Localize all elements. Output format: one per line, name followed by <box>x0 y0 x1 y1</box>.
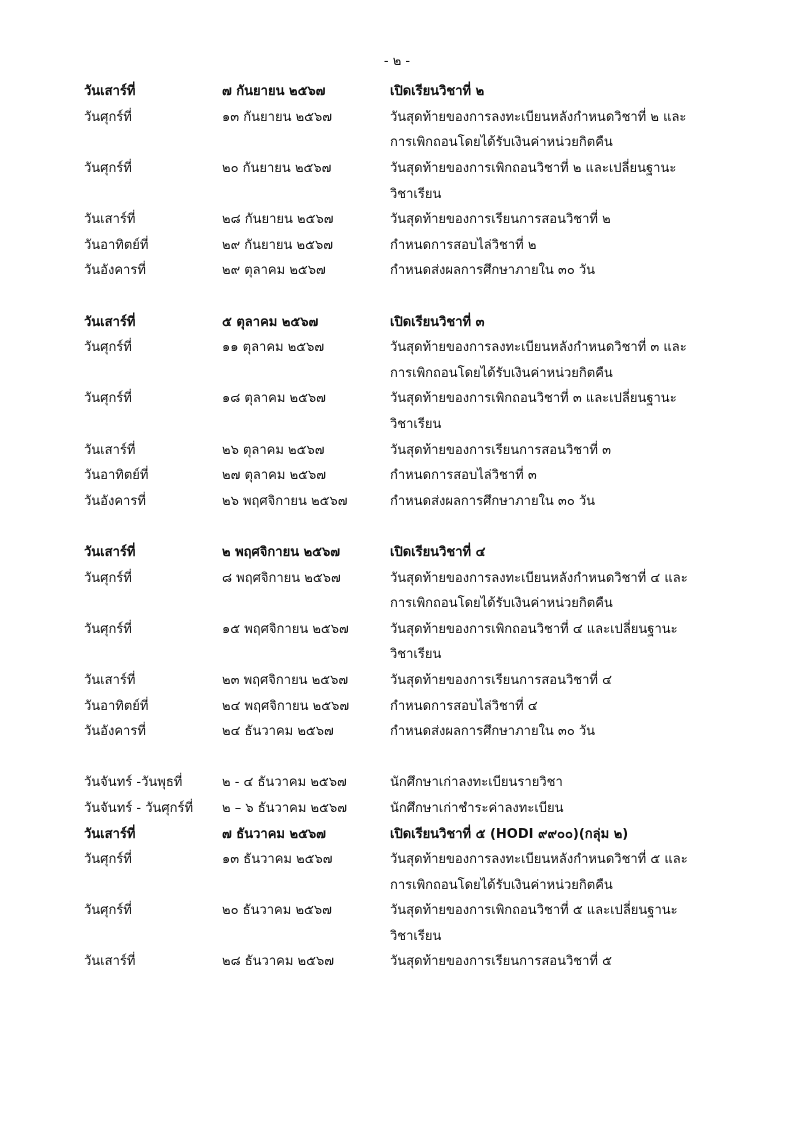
schedule-row <box>84 590 724 616</box>
day-cell: วันเสาร์ที่ <box>84 84 136 100</box>
day-cell: วันเสาร์ที่ <box>84 826 136 842</box>
description-cell: การเพิกถอนโดยได้รับเงินค่าหน่วยกิตคืน <box>390 365 613 381</box>
day-cell: วันอังคารที่ <box>84 263 146 279</box>
day-cell: วันอาทิตย์ที่ <box>84 698 149 714</box>
date-cell: ๒๗ ตุลาคม ๒๕๖๗ <box>222 468 327 484</box>
date-cell: ๒๖ ตุลาคม ๒๕๖๗ <box>222 442 325 458</box>
schedule-row <box>84 206 724 232</box>
date-cell: ๒๔ พฤศจิกายน ๒๕๖๗ <box>222 698 350 714</box>
description-cell: วิชาเรียน <box>390 647 442 663</box>
day-cell: วันเสาร์ที่ <box>84 672 136 688</box>
day-cell: วันอาทิตย์ที่ <box>84 237 149 253</box>
description-cell: วิชาเรียน <box>390 928 442 944</box>
day-cell: วันจันทร์ - วันศุกร์ที่ <box>84 800 194 816</box>
description-cell: การเพิกถอนโดยได้รับเงินค่าหน่วยกิตคืน <box>390 877 613 893</box>
schedule-row <box>84 923 724 949</box>
description-cell: กำหนดการสอบไล่วิชาที่ ๒ <box>390 237 537 253</box>
schedule-row <box>84 155 724 181</box>
description-cell: วิชาเรียน <box>390 186 442 202</box>
day-cell: วันอังคารที่ <box>84 493 146 509</box>
description-cell: วันสุดท้ายของการเพิกถอนวิชาที่ ๓ และเปลี่ยนฐานะ <box>390 391 677 407</box>
schedule-heading-row <box>84 308 724 334</box>
schedule-row <box>84 180 724 206</box>
description-cell: วันสุดท้ายของการเพิกถอนวิชาที่ ๕ และเปลี่ยนฐานะ <box>390 903 678 919</box>
day-cell: วันศุกร์ที่ <box>84 109 132 125</box>
schedule-row <box>84 129 724 155</box>
schedule-row <box>84 692 724 718</box>
date-cell: ๒๘ กันยายน ๒๕๖๗ <box>222 212 334 228</box>
day-cell: วันศุกร์ที่ <box>84 852 132 868</box>
date-cell: ๑๘ ตุลาคม ๒๕๖๗ <box>222 391 326 407</box>
description-cell: เปิดเรียนวิชาที่ ๒ <box>390 84 485 100</box>
date-cell: ๒ - ๔ ธันวาคม ๒๕๖๗ <box>222 775 347 791</box>
schedule-row <box>84 897 724 923</box>
description-cell: วันสุดท้ายของการเรียนการสอนวิชาที่ ๔ <box>390 672 612 688</box>
description-cell: กำหนดการสอบไล่วิชาที่ ๔ <box>390 698 538 714</box>
day-cell: วันอังคารที่ <box>84 724 146 740</box>
date-cell: ๒๘ ธันวาคม ๒๕๖๗ <box>222 954 334 970</box>
description-cell: วันสุดท้ายของการเรียนการสอนวิชาที่ ๒ <box>390 212 611 228</box>
date-cell: ๒๖ พฤศจิกายน ๒๕๖๗ <box>222 493 348 509</box>
description-cell: นักศึกษาเก่าลงทะเบียนรายวิชา <box>390 775 563 791</box>
day-cell: วันเสาร์ที่ <box>84 212 136 228</box>
schedule-row <box>84 488 724 514</box>
date-cell: ๒ – ๖ ธันวาคม ๒๕๖๗ <box>222 800 347 816</box>
schedule-heading-row <box>84 78 724 104</box>
date-cell: ๒๔ ธันวาคม ๒๕๖๗ <box>222 724 334 740</box>
description-cell: วันสุดท้ายของการเพิกถอนวิชาที่ ๒ และเปลี่ยนฐานะ <box>390 161 677 177</box>
description-cell: วันสุดท้ายของการเพิกถอนวิชาที่ ๔ และเปลี่ยนฐานะ <box>390 621 678 637</box>
schedule-row <box>84 615 724 641</box>
schedule-heading-row <box>84 820 724 846</box>
schedule-row <box>84 360 724 386</box>
date-cell: ๒๐ กันยายน ๒๕๖๗ <box>222 161 332 177</box>
date-cell: ๒๐ ธันวาคม ๒๕๖๗ <box>222 903 332 919</box>
schedule-heading-row <box>84 539 724 565</box>
description-cell: วันสุดท้ายของการเรียนการสอนวิชาที่ ๓ <box>390 442 611 458</box>
schedule-row <box>84 334 724 360</box>
schedule-row <box>84 667 724 693</box>
date-cell: ๑๑ ตุลาคม ๒๕๖๗ <box>222 340 325 356</box>
day-cell: วันศุกร์ที่ <box>84 903 132 919</box>
section-gap <box>84 513 724 539</box>
description-cell: วันสุดท้ายของการลงทะเบียนหลังกำหนดวิชาที่ ๓ และ <box>390 340 687 356</box>
description-cell: เปิดเรียนวิชาที่ ๕ (HODI ๙๙๐๐)(กลุ่ม ๒) <box>390 826 629 842</box>
date-cell: ๒๙ กันยายน ๒๕๖๗ <box>222 237 333 253</box>
date-cell: ๒๙ ตุลาคม ๒๕๖๗ <box>222 263 326 279</box>
day-cell: วันเสาร์ที่ <box>84 442 136 458</box>
schedule-row <box>84 846 724 872</box>
day-cell: วันจันทร์ -วันพุธที่ <box>84 775 183 791</box>
description-cell: กำหนดส่งผลการศึกษาภายใน ๓๐ วัน <box>390 263 596 279</box>
page-number: - ๒ - <box>383 54 411 69</box>
schedule-row <box>84 795 724 821</box>
day-cell: วันศุกร์ที่ <box>84 621 132 637</box>
schedule-row <box>84 436 724 462</box>
schedule-row <box>84 564 724 590</box>
date-cell: ๕ ตุลาคม ๒๕๖๗ <box>222 314 319 330</box>
day-cell: วันเสาร์ที่ <box>84 544 136 560</box>
date-cell: ๑๓ ธันวาคม ๒๕๖๗ <box>222 852 333 868</box>
schedule-row <box>84 641 724 667</box>
date-cell: ๒ พฤศจิกายน ๒๕๖๗ <box>222 544 341 560</box>
date-cell: ๒๓ พฤศจิกายน ๒๕๖๗ <box>222 672 349 688</box>
description-cell: กำหนดส่งผลการศึกษาภายใน ๓๐ วัน <box>390 493 596 509</box>
schedule-row <box>84 257 724 283</box>
schedule-table <box>84 78 724 974</box>
description-cell: วันสุดท้ายของการลงทะเบียนหลังกำหนดวิชาที่ ๔ และ <box>390 570 688 586</box>
schedule-row <box>84 769 724 795</box>
description-cell: วิชาเรียน <box>390 417 442 433</box>
date-cell: ๑๕ พฤศจิกายน ๒๕๖๗ <box>222 621 349 637</box>
date-cell: ๑๓ กันยายน ๒๕๖๗ <box>222 109 333 125</box>
schedule-row <box>84 462 724 488</box>
schedule-row <box>84 104 724 130</box>
date-cell: ๗ ธันวาคม ๒๕๖๗ <box>222 826 326 842</box>
description-cell: เปิดเรียนวิชาที่ ๓ <box>390 314 485 330</box>
day-cell: วันศุกร์ที่ <box>84 340 132 356</box>
description-cell: นักศึกษาเก่าชำระค่าลงทะเบียน <box>390 800 564 816</box>
day-cell: วันอาทิตย์ที่ <box>84 468 149 484</box>
day-cell: วันศุกร์ที่ <box>84 161 132 177</box>
schedule-row <box>84 871 724 897</box>
day-cell: วันศุกร์ที่ <box>84 570 132 586</box>
date-cell: ๘ พฤศจิกายน ๒๕๖๗ <box>222 570 341 586</box>
schedule-row <box>84 411 724 437</box>
description-cell: การเพิกถอนโดยได้รับเงินค่าหน่วยกิตคืน <box>390 135 613 151</box>
section-gap <box>84 743 724 769</box>
schedule-row <box>84 948 724 974</box>
description-cell: วันสุดท้ายของการลงทะเบียนหลังกำหนดวิชาที่ ๒ และ <box>390 109 687 125</box>
day-cell: วันเสาร์ที่ <box>84 314 136 330</box>
day-cell: วันศุกร์ที่ <box>84 391 132 407</box>
description-cell: กำหนดการสอบไล่วิชาที่ ๓ <box>390 468 537 484</box>
date-cell: ๗ กันยายน ๒๕๖๗ <box>222 84 326 100</box>
description-cell: วันสุดท้ายของการลงทะเบียนหลังกำหนดวิชาที่ ๕ และ <box>390 852 688 868</box>
schedule-row <box>84 385 724 411</box>
description-cell: เปิดเรียนวิชาที่ ๔ <box>390 544 486 560</box>
description-cell: วันสุดท้ายของการเรียนการสอนวิชาที่ ๕ <box>390 954 612 970</box>
description-cell: กำหนดส่งผลการศึกษาภายใน ๓๐ วัน <box>390 724 596 740</box>
day-cell: วันเสาร์ที่ <box>84 954 136 970</box>
section-gap <box>84 283 724 309</box>
description-cell: การเพิกถอนโดยได้รับเงินค่าหน่วยกิตคืน <box>390 596 613 612</box>
schedule-row <box>84 718 724 744</box>
schedule-row <box>84 232 724 258</box>
